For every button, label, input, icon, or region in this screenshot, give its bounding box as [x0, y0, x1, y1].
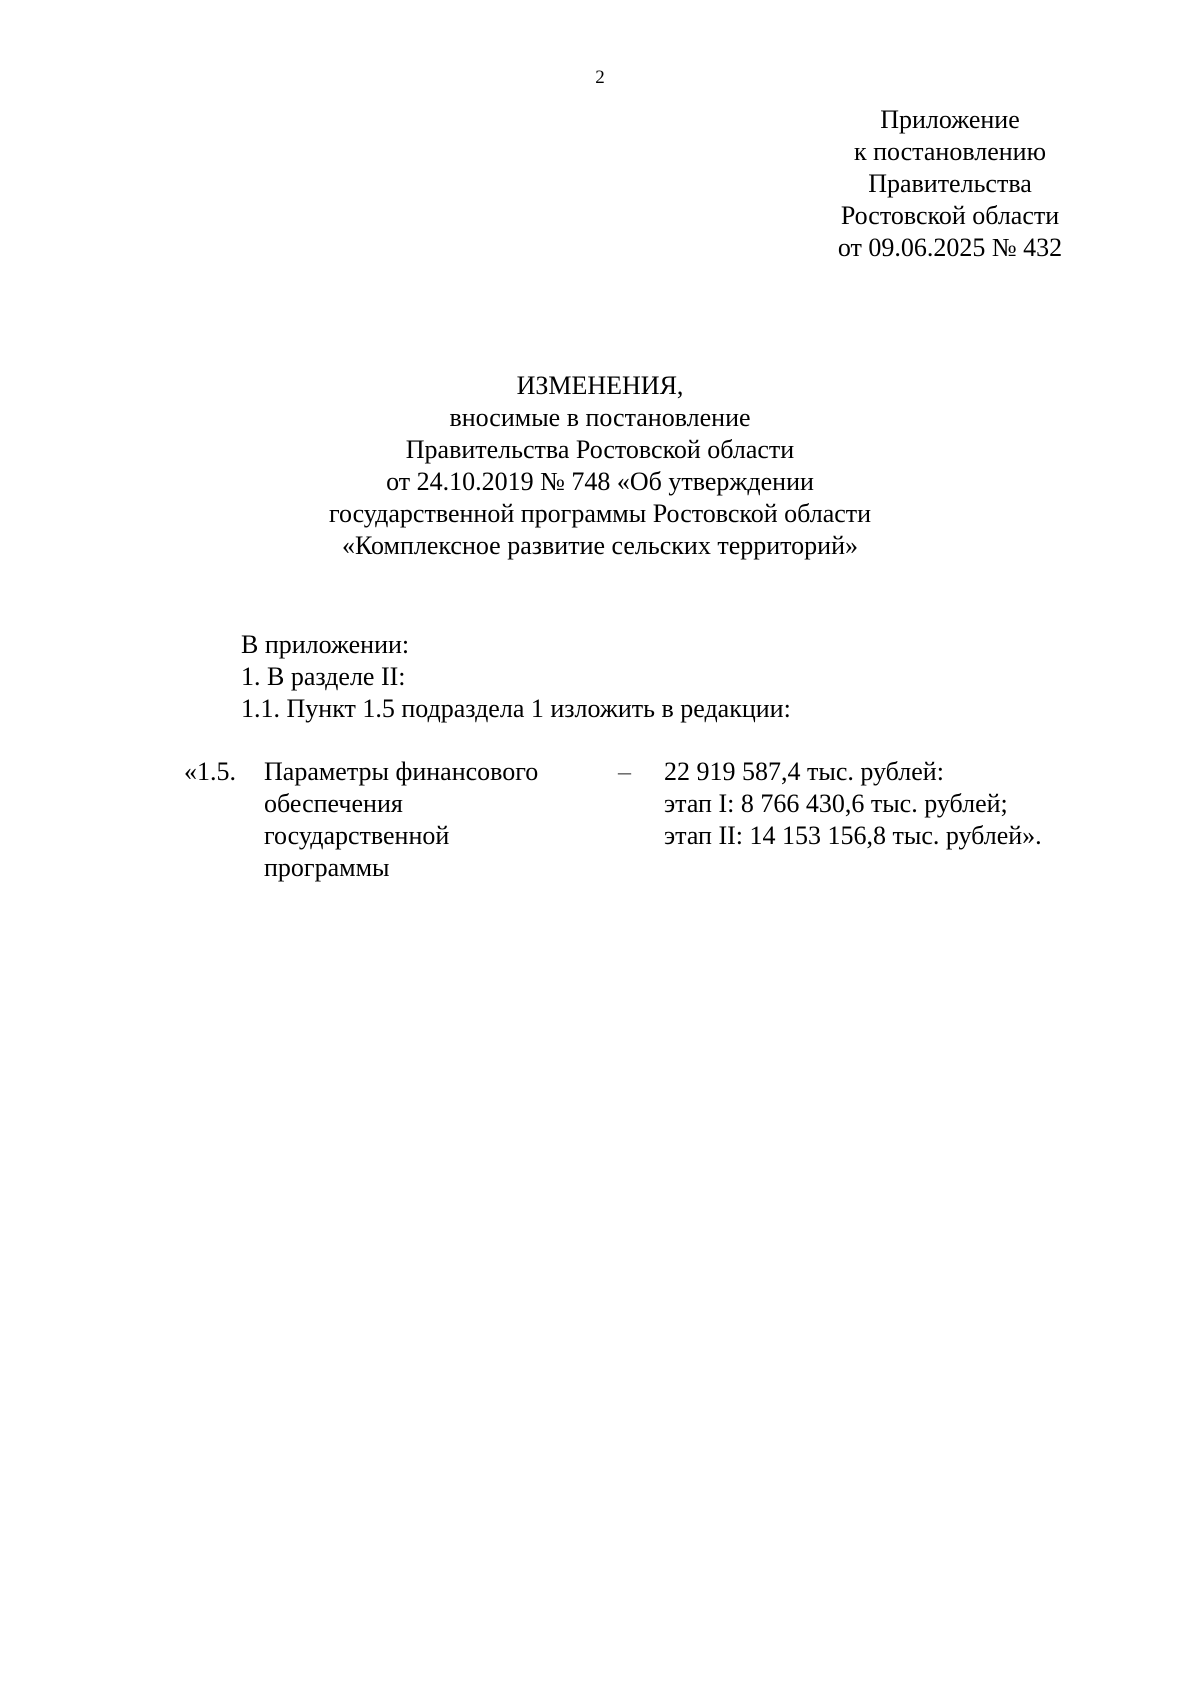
paragraph-value-line: 22 919 587,4 тыс. рублей:: [664, 757, 944, 786]
page-number: 2: [595, 67, 605, 88]
paragraph-value-line: этап II: 14 153 156,8 тыс. рублей».: [664, 821, 1042, 850]
appendix-line: Приложение: [880, 105, 1020, 134]
title-line: вносимые в постановление: [449, 403, 751, 432]
paragraph-value-line: этап I: 8 766 430,6 тыс. рублей;: [664, 789, 1008, 818]
paragraph-name-line: государственной: [264, 821, 450, 850]
appendix-line: Правительства: [868, 169, 1032, 198]
title-line: от 24.10.2019 № 748 «Об утверждении: [386, 467, 814, 496]
body-line: В приложении:: [241, 630, 410, 659]
title-heading: ИЗМЕНЕНИЯ,: [516, 371, 684, 400]
title-line: государственной программы Ростовской области: [328, 499, 872, 528]
paragraph-value: [664, 756, 1104, 852]
body-text: [241, 629, 1101, 725]
title-line: Правительства Ростовской области: [405, 435, 795, 464]
title-line: «Комплексное развитие сельских территорий»: [341, 531, 859, 560]
document-title: [100, 370, 1100, 562]
appendix-line: от 09.06.2025 № 432: [837, 233, 1063, 262]
appendix-header: [800, 104, 1100, 264]
paragraph-dash: –: [618, 757, 631, 786]
paragraph-name-line: обеспечения: [264, 789, 403, 818]
body-line: 1.1. Пункт 1.5 подраздела 1 изложить в редакции:: [241, 694, 791, 723]
paragraph-name: [264, 756, 604, 884]
appendix-line: к постановлению: [853, 137, 1047, 166]
appendix-line: Ростовской области: [840, 201, 1060, 230]
paragraph-name-line: программы: [264, 853, 390, 882]
body-line: 1. В разделе II:: [241, 662, 406, 691]
paragraph-name-line: Параметры финансового: [264, 757, 539, 786]
paragraph-number: «1.5.: [184, 757, 236, 786]
